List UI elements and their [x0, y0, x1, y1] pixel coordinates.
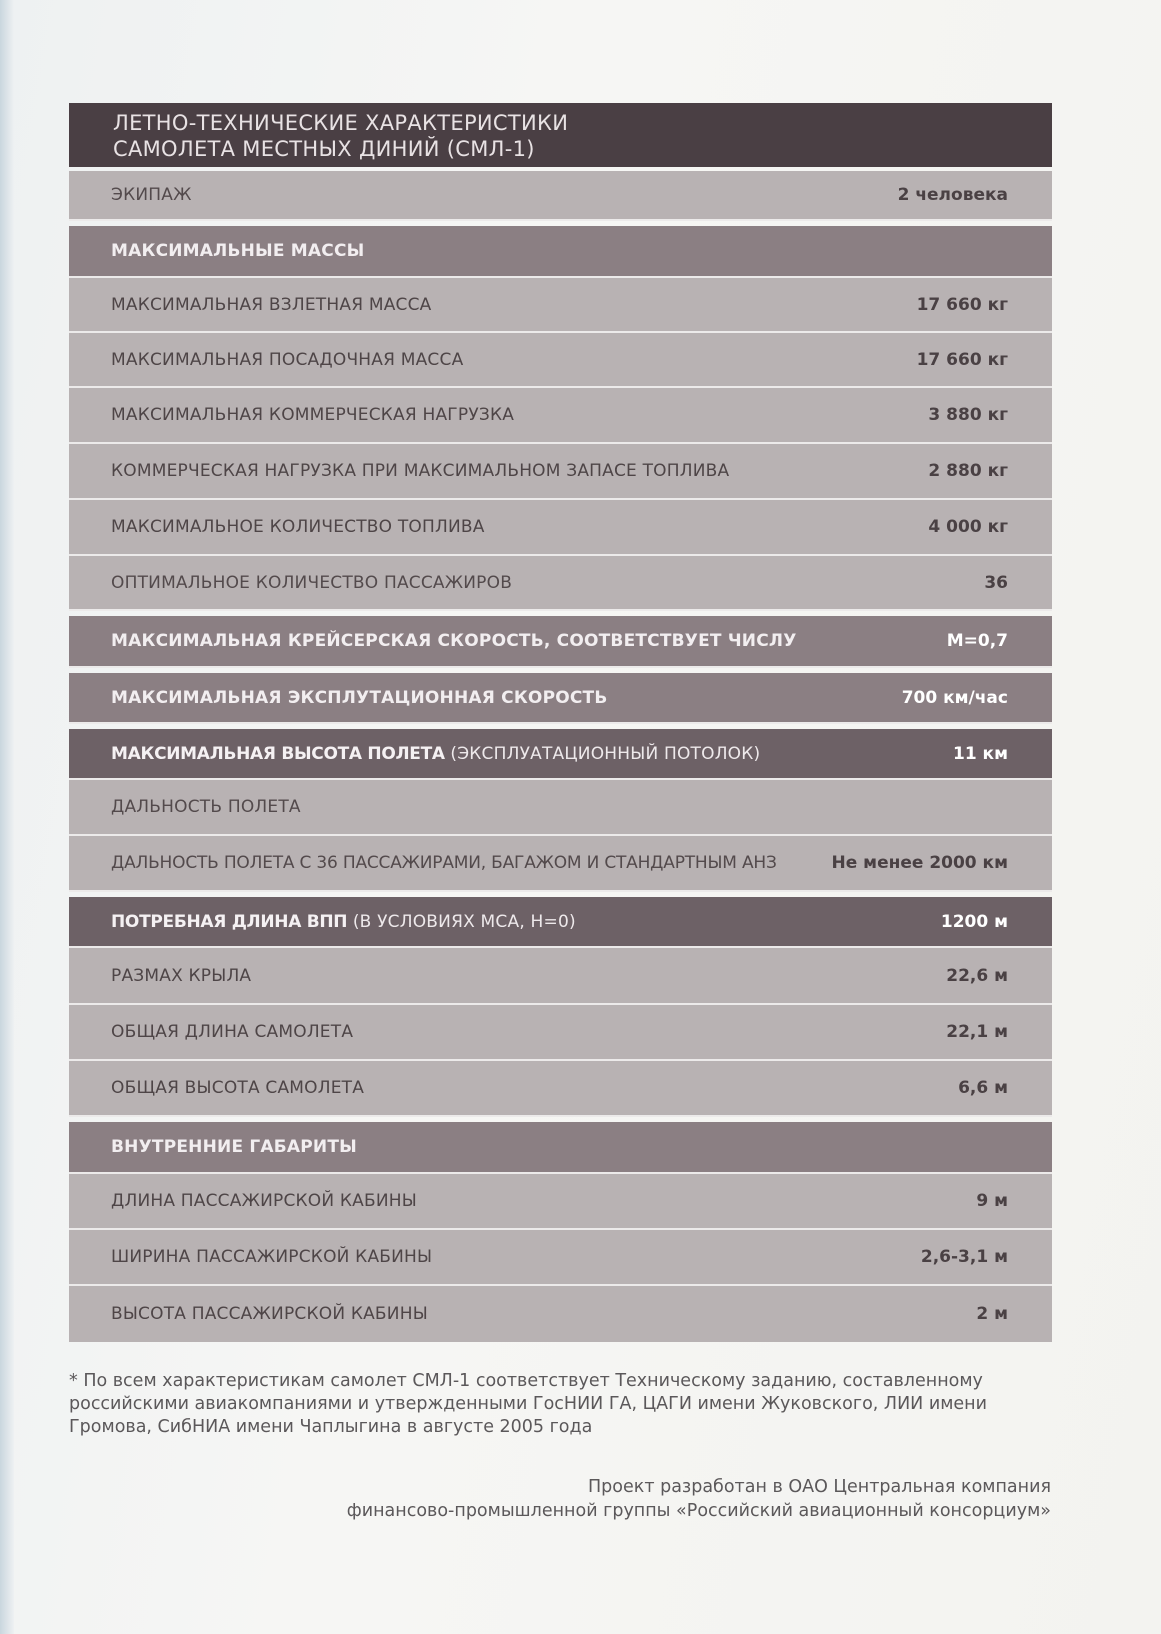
oper-speed-label: МАКСИМАЛЬНАЯ ЭКСПЛУТАЦИОННАЯ СКОРОСТЬ — [111, 687, 608, 708]
altitude-note: (ЭКСПЛУАТАЦИОННЫЙ ПОТОЛОК) — [450, 743, 761, 764]
row-cabin-height — [69, 1286, 1052, 1342]
row-length — [69, 1005, 1052, 1061]
altitude-value: 11 км — [952, 743, 1008, 764]
cabin-height-value: 2 м — [976, 1304, 1008, 1324]
row-max-masses — [69, 226, 1052, 278]
runway-label-group — [111, 912, 576, 932]
payload-label: МАКСИМАЛЬНАЯ КОММЕРЧЕСКАЯ НАГРУЗКА — [111, 405, 515, 425]
crew-value: 2 человека — [897, 185, 1008, 205]
title-line-1: ЛЕТНО-ТЕХНИЧЕСКИЕ ХАРАКТЕРИСТИКИ — [113, 111, 569, 135]
length-label: ОБЩАЯ ДЛИНА САМОЛЕТА — [111, 1022, 354, 1042]
footnote — [69, 1370, 1059, 1439]
row-wingspan — [69, 948, 1052, 1005]
landing-mass-value: 17 660 кг — [916, 349, 1008, 370]
row-internal — [69, 1122, 1052, 1174]
row-payload-max-fuel — [69, 444, 1052, 500]
row-cabin-width — [69, 1230, 1052, 1286]
row-crew — [69, 171, 1052, 221]
cruise-speed-value: М=0,7 — [946, 631, 1008, 651]
row-range — [69, 780, 1052, 836]
runway-label: ПОТРЕБНАЯ ДЛИНА ВПП — [111, 911, 348, 932]
row-height — [69, 1061, 1052, 1117]
row-max-fuel — [69, 500, 1052, 556]
max-masses-heading: МАКСИМАЛЬНЫЕ МАССЫ — [111, 241, 365, 261]
row-payload — [69, 388, 1052, 444]
altitude-label: МАКСИМАЛЬНАЯ ВЫСОТА ПОЛЕТА — [111, 743, 445, 764]
row-cabin-length — [69, 1174, 1052, 1230]
cabin-height-label: ВЫСОТА ПАССАЖИРСКОЙ КАБИНЫ — [111, 1304, 428, 1324]
specs-table — [69, 103, 1052, 1342]
max-fuel-value: 4 000 кг — [928, 517, 1008, 537]
range-36-label: ДАЛЬНОСТЬ ПОЛЕТА С 36 ПАССАЖИРАМИ, БАГАЖОМ И СТАНДАРТНЫМ АНЗ — [111, 853, 777, 873]
table-title — [69, 103, 1052, 167]
cabin-length-value: 9 м — [976, 1191, 1008, 1211]
row-runway — [69, 897, 1052, 948]
cabin-width-label: ШИРИНА ПАССАЖИРСКОЙ КАБИНЫ — [111, 1247, 433, 1267]
crew-label: ЭКИПАЖ — [111, 185, 192, 205]
runway-value: 1200 м — [940, 911, 1008, 932]
footnote-line-2: российскими авиакомпаниями и утвержденными ГосНИИ ГА, ЦАГИ имени Жуковского, ЛИИ имени — [69, 1394, 987, 1414]
altitude-label-group — [111, 744, 760, 764]
cruise-speed-label: МАКСИМАЛЬНАЯ КРЕЙСЕРСКАЯ СКОРОСТЬ, СООТВЕТСТВУЕТ ЧИСЛУ — [111, 631, 797, 651]
oper-speed-value: 700 км/час — [901, 687, 1008, 708]
height-value: 6,6 м — [958, 1078, 1008, 1098]
title-line-2: САМОЛЕТА МЕСТНЫХ ДИНИЙ (СМЛ-1) — [113, 137, 535, 161]
wingspan-value: 22,6 м — [946, 965, 1008, 986]
row-oper-speed — [69, 673, 1052, 724]
credit-line-1: Проект разработан в ОАО Центральная компания — [588, 1477, 1051, 1497]
cabin-length-label: ДЛИНА ПАССАЖИРСКОЙ КАБИНЫ — [111, 1191, 417, 1211]
height-label: ОБЩАЯ ВЫСОТА САМОЛЕТА — [111, 1078, 365, 1098]
range-label: ДАЛЬНОСТЬ ПОЛЕТА — [111, 797, 301, 817]
row-takeoff-mass — [69, 278, 1052, 333]
length-value: 22,1 м — [946, 1022, 1008, 1042]
passengers-label: ОПТИМАЛЬНОЕ КОЛИЧЕСТВО ПАССАЖИРОВ — [111, 572, 513, 593]
payload-max-fuel-label: КОММЕРЧЕСКАЯ НАГРУЗКА ПРИ МАКСИМАЛЬНОМ ЗАПАСЕ ТОПЛИВА — [111, 461, 730, 481]
range-36-value: Не менее 2000 км — [831, 853, 1008, 873]
credit-line-2: финансово-промышленной группы «Российский авиационный консорциум» — [346, 1501, 1051, 1521]
payload-max-fuel-value: 2 880 кг — [928, 461, 1008, 481]
row-altitude — [69, 729, 1052, 780]
wingspan-label: РАЗМАХ КРЫЛА — [111, 965, 252, 986]
footnote-line-1: * По всем характеристикам самолет СМЛ-1 соответствует Техническому заданию, составленному — [69, 1371, 983, 1391]
passengers-value: 36 — [984, 572, 1008, 593]
row-landing-mass — [69, 333, 1052, 388]
row-passengers — [69, 556, 1052, 611]
max-fuel-label: МАКСИМАЛЬНОЕ КОЛИЧЕСТВО ТОПЛИВА — [111, 517, 485, 537]
payload-value: 3 880 кг — [928, 405, 1008, 425]
takeoff-mass-label: МАКСИМАЛЬНАЯ ВЗЛЕТНАЯ МАССА — [111, 294, 432, 315]
credit — [251, 1475, 1051, 1523]
takeoff-mass-value: 17 660 кг — [916, 294, 1008, 315]
row-cruise-speed — [69, 616, 1052, 668]
runway-note: (В УСЛОВИЯХ МСА, Н=0) — [352, 911, 576, 932]
footnote-line-3: Громова, СибНИА имени Чаплыгина в августе 2005 года — [69, 1417, 593, 1437]
row-range-36 — [69, 836, 1052, 892]
internal-heading: ВНУТРЕННИЕ ГАБАРИТЫ — [111, 1137, 357, 1157]
cabin-width-value: 2,6-3,1 м — [920, 1247, 1008, 1267]
landing-mass-label: МАКСИМАЛЬНАЯ ПОСАДОЧНАЯ МАССА — [111, 349, 464, 370]
